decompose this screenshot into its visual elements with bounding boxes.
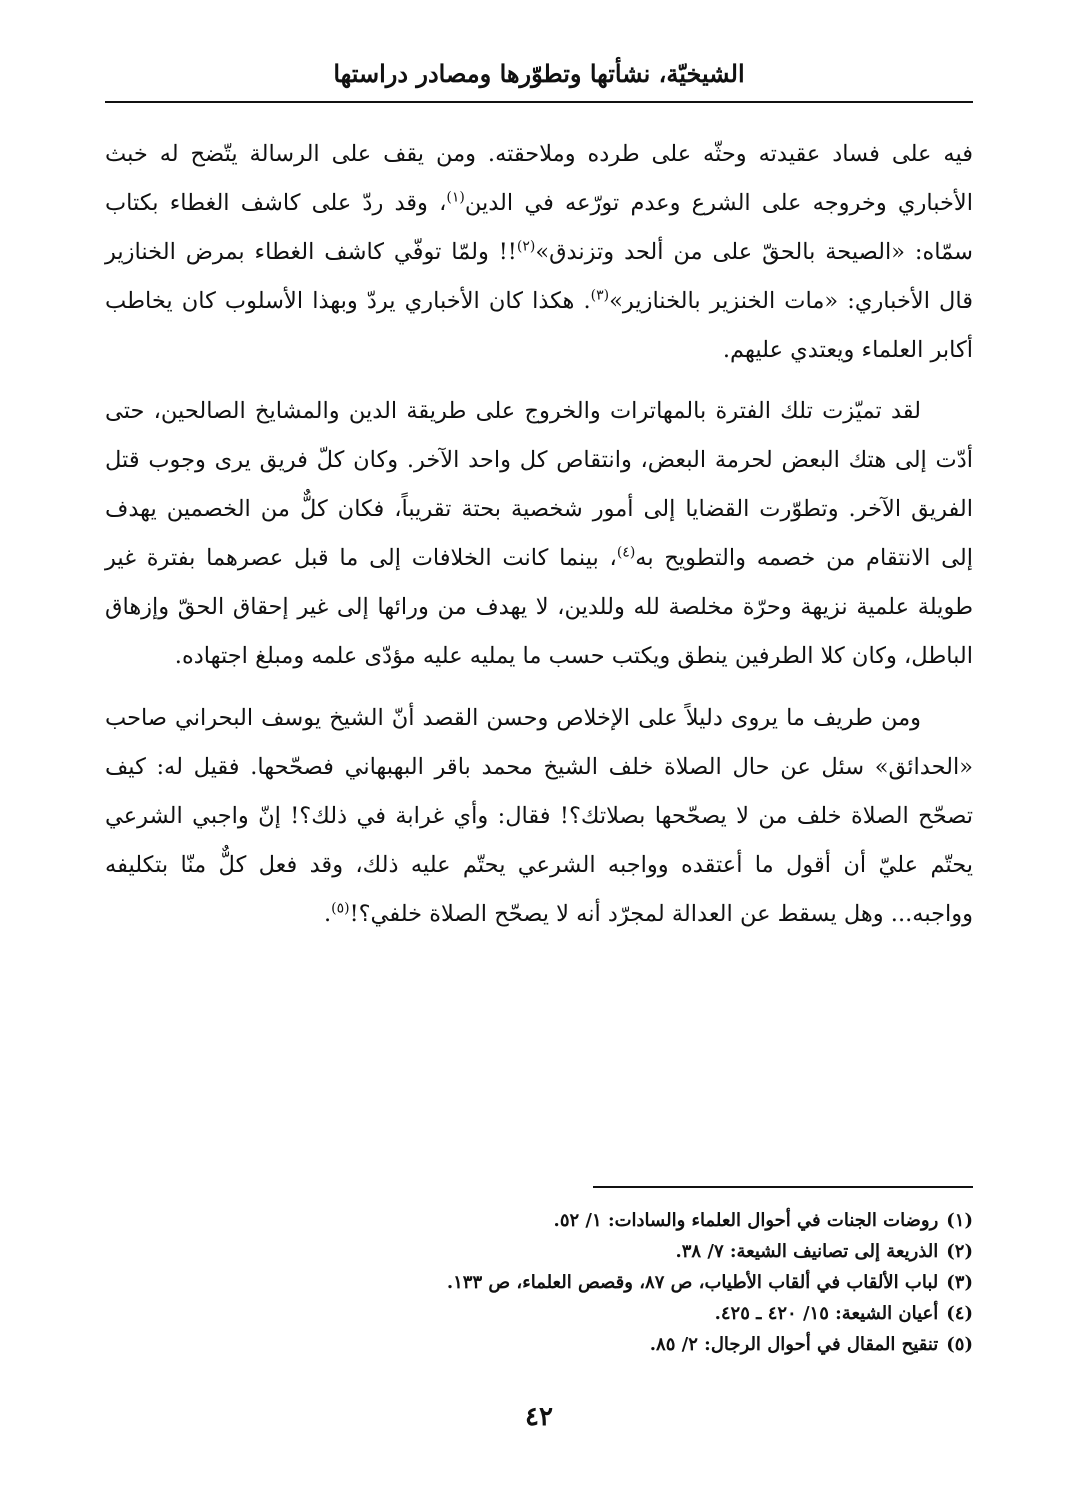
footnote-4: [105, 1298, 973, 1329]
paragraph-3-part-1: ومن طريف ما يروى دليلاً على الإخلاص وحسن القصد أنّ الشيخ يوسف البحراني صاحب «الحدائق» سئل عن حال الصلاة خلف الشيخ محمد باقر البهبهاني فصحّحها. فقيل له: كيف تصحّح الصلاة خلف من لا يصحّحها بصلاتك؟! فقال: وأي غرابة في ذلك؟! إنّ واجبي الشرعي يحتّم عليّ أن أقول ما أعتقده وواجبه الشرعي يحتّم عليه ذلك، وقد فعل كلٌّ منّا بتكليفه وواجبه... وهل يسقط عن العدالة لمجرّد أنه لا يصحّح الصلاة خلفي؟!: [105, 705, 973, 927]
footnote-5-number: (٥): [946, 1334, 973, 1355]
footnote-1-text: روضات الجنات في أحوال العلماء والسادات: ١/ ٥٢.: [553, 1210, 939, 1231]
paragraph-2: [105, 387, 973, 681]
paragraph-3: [105, 694, 973, 939]
header-divider: [105, 101, 973, 103]
running-head: الشيخيّة، نشأتها وتطوّرها ومصادر دراستها: [333, 59, 745, 88]
main-text: [105, 130, 973, 939]
footnote-5: [105, 1329, 973, 1360]
footnote-1: [105, 1205, 973, 1236]
footnote-5-text: تنقيح المقال في أحوال الرجال: ٢/ ٨٥.: [649, 1334, 939, 1355]
paragraph-1-part-2: ، وقد ردّ على كاشف الغطاء بكتاب سمّاه: «الصيحة بالحقّ على من ألحد وتزندق»: [105, 190, 974, 265]
paragraph-3-part-2: .: [323, 901, 332, 927]
footnote-3-text: لباب الألقاب في ألقاب الأطياب، ص ٨٧، وقصص العلماء، ص ١٣٣.: [446, 1272, 939, 1293]
footnote-ref-4: (٤): [616, 544, 636, 561]
footnote-ref-3: (٣): [590, 287, 610, 304]
footnote-ref-1: (١): [446, 189, 465, 206]
paragraph-2-part-1: لقد تميّزت تلك الفترة بالمهاترات والخروج على طريقة الدين والمشايخ الصالحين، حتى أدّت إلى هتك البعض لحرمة البعض، وانتقاص كل واحد الآخر. وكان كلّ فريق يرى وجوب قتل الفريق الآخر. وتطوّرت القضايا إلى أمور شخصية بحتة تقريباً، فكان كلٌّ من الخصمين يهدف إلى الانتقام من خصمه والتطويح به: [105, 398, 973, 571]
paragraph-2-part-2: ، بينما كانت الخلافات إلى ما قبل عصرهما بفترة غير طويلة علمية نزيهة وحرّة مخلصة لله وللدين، لا يهدف من ورائها إلى غير إحقاق الحقّ وإزهاق الباطل، وكان كلا الطرفين ينطق ويكتب حسب ما يمليه عليه مؤدّى علمه ومبلغ اجتهاده.: [105, 545, 973, 669]
footnote-2-number: (٢): [946, 1241, 973, 1262]
footnote-ref-5: (٥): [331, 900, 350, 917]
footnote-1-number: (١): [946, 1210, 973, 1231]
footnote-ref-2: (٢): [516, 238, 536, 255]
footnote-3: [105, 1267, 973, 1298]
paragraph-1-part-1: فيه على فساد عقيدته وحثّه على طرده وملاحقته. ومن يقف على الرسالة يتّضح له خبث الأخباري وخروجه على الشرع وعدم تورّعه في الدين: [105, 141, 973, 216]
footnote-4-text: أعيان الشيعة: ١٥/ ٤٢٠ ـ ٤٢٥.: [714, 1303, 939, 1324]
paragraph-1-part-3: !! ولمّا توفّي كاشف الغطاء بمرض الخنازير قال الأخباري: «مات الخنزير بالخنازير»: [105, 239, 973, 314]
footnote-2-text: الذريعة إلى تصانيف الشيعة: ٧/ ٣٨.: [675, 1241, 939, 1262]
footnote-4-number: (٤): [946, 1303, 973, 1324]
footnote-divider: [593, 1186, 973, 1188]
footnote-2: [105, 1236, 973, 1267]
footnote-3-number: (٣): [946, 1272, 973, 1293]
paragraph-1: [105, 130, 973, 375]
footnotes: [105, 1205, 973, 1360]
paragraph-1-part-4: . هكذا كان الأخباري يردّ وبهذا الأسلوب كان يخاطب أكابر العلماء ويعتدي عليهم.: [105, 288, 973, 363]
page-number: ٤٢: [525, 1402, 553, 1432]
